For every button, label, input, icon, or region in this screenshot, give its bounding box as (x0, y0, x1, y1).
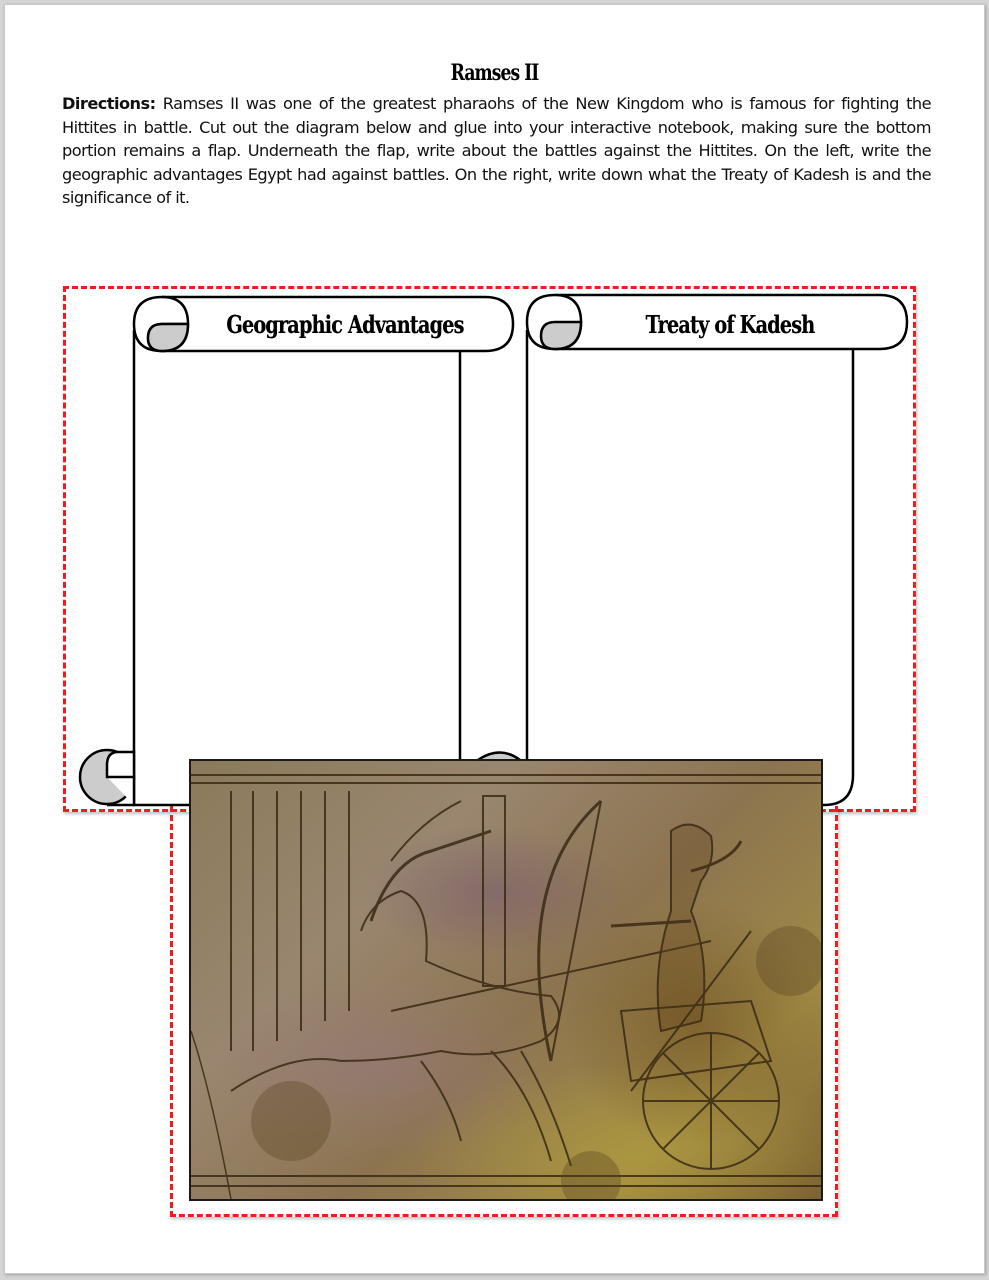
scroll-title-treaty-of-kadesh: Treaty of Kadesh (645, 310, 815, 339)
page-title: Ramses II (450, 60, 539, 86)
directions-text: Ramses II was one of the greatest pharaohs of the New Kingdom who is famous for fighting the Hittites in battle. Cut out the diagram below and glue into your interactive notebook, making sure the bottom portion remains a flap. Underneath the flap, write about the battles against the Hittites. On the left, write the geographic advantages Egypt had against battles. On the right, write down what the Treaty of Kadesh is and the significance of it. (62, 94, 931, 207)
left-scroll (80, 297, 513, 805)
scroll-title-geographic-advantages: Geographic Advantages (226, 310, 464, 339)
relief-carving-illustration (191, 761, 821, 1199)
right-scroll (478, 295, 907, 805)
directions-label: Directions: (62, 94, 156, 113)
ramses-chariot-relief-image (189, 759, 823, 1201)
